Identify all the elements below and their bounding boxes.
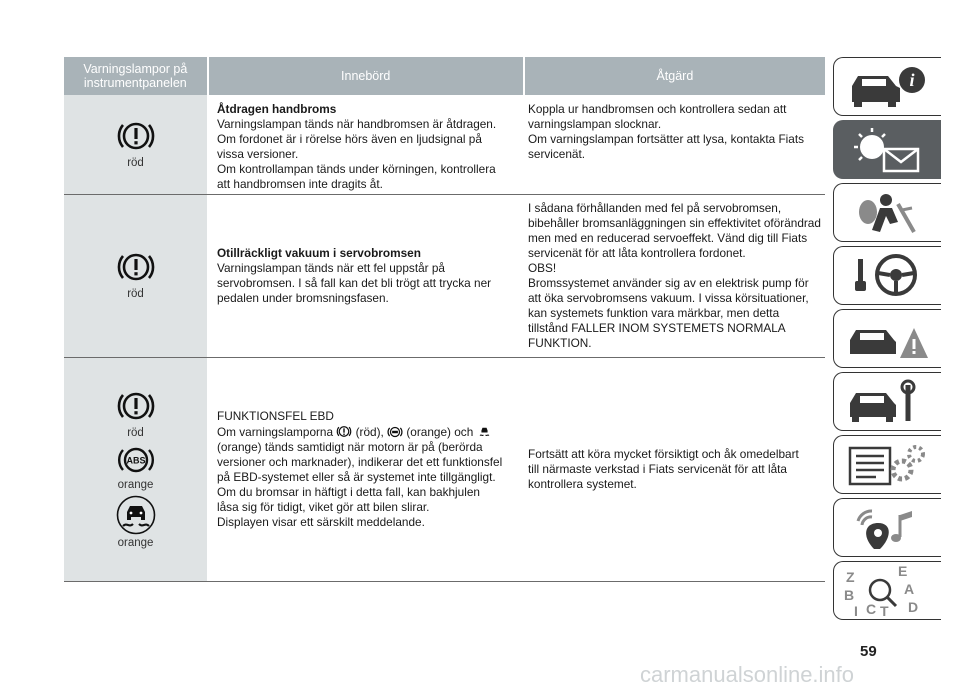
brake-warning-icon <box>117 248 155 286</box>
action-line: att öka servobromsens vakuum. I vissa körsituationer, <box>528 291 809 305</box>
nav-tab-maintenance[interactable] <box>833 372 941 431</box>
lamp-color-label: röd <box>127 156 144 169</box>
index-letter: Z <box>846 569 855 585</box>
action-line: servicenät. <box>528 147 586 161</box>
meaning-line: servobromsen. I så fall kan det bli trögt att trycka ner <box>217 276 492 290</box>
action-line: Bromssystemet använder sig av en elektrisk pump för <box>528 276 809 290</box>
meaning-heading: Åtdragen handbroms <box>217 102 337 116</box>
index-icon <box>840 566 936 616</box>
meaning-cell <box>207 95 524 194</box>
technical-data-icon <box>840 440 936 490</box>
index-letter: E <box>898 566 908 579</box>
chapter-nav <box>833 57 941 624</box>
meaning-line: Displayen visar ett särskilt meddelande. <box>217 515 425 529</box>
lamp-color-label: orange <box>117 536 154 549</box>
action-line: Om varningslampan fortsätter att lysa, kontakta Fiats <box>528 132 805 146</box>
warning-lights-icon <box>840 125 936 175</box>
abs-warning-icon <box>387 425 403 439</box>
meaning-cell <box>207 358 524 581</box>
index-letter: B <box>844 587 855 603</box>
lamp-cell <box>64 95 207 194</box>
meaning-line: Om fordonet är i rörelse hörs även en ljudsignal på <box>217 132 482 146</box>
lamp-cell <box>64 195 207 357</box>
action-cell <box>524 358 825 581</box>
index-letter: A <box>904 581 915 597</box>
meaning-red: (röd), <box>355 425 384 439</box>
action-line: servicenät för att låta kontrollera fordonet. <box>528 246 746 260</box>
lamp-cell <box>64 358 207 581</box>
nav-tab-warning-lights[interactable] <box>833 120 941 179</box>
car-info-icon <box>840 62 936 112</box>
action-cell <box>524 95 825 194</box>
meaning-line: att handbromsen inte dragits åt. <box>217 177 383 191</box>
airbag-safety-icon <box>840 188 936 238</box>
nav-tab-emergency[interactable] <box>833 309 941 368</box>
header-meaning: Innebörd <box>209 57 523 95</box>
action-line: Fortsätt att köra mycket försiktigt och åk omedelbart <box>528 447 799 461</box>
svg-text:i: i <box>909 70 915 90</box>
nav-tab-starting-driving[interactable] <box>833 246 941 305</box>
car-maintenance-icon <box>840 377 936 427</box>
action-line: kontrollera systemet. <box>528 477 637 491</box>
header-action: Åtgärd <box>525 57 825 95</box>
meaning-cell <box>207 195 524 357</box>
brake-warning-icon <box>117 117 155 155</box>
meaning-line: på EBD-systemet eller så är systemet inte tillgängligt. <box>217 470 496 484</box>
warning-lights-table <box>64 57 825 582</box>
action-line: till närmaste verkstad i Fiats servicenät för att låta <box>528 462 787 476</box>
page-number: 59 <box>860 643 877 660</box>
lamp-color-label: orange <box>117 478 154 491</box>
table-row <box>64 358 825 582</box>
action-line: men med en reducerad servoeffekt. Vänd dig till Fiats <box>528 231 808 245</box>
index-letter: T <box>880 603 889 616</box>
action-line: Koppla ur handbromsen och kontrollera sedan att <box>528 102 787 116</box>
action-line: FUNKTION. <box>528 336 592 350</box>
meaning-line: pedalen under bromsningsfasen. <box>217 291 389 305</box>
table-row <box>64 195 825 358</box>
brake-warning-icon <box>336 424 352 439</box>
index-letter: D <box>908 599 919 615</box>
nav-tab-car-info[interactable] <box>833 57 941 116</box>
meaning-line: Om du bromsar in häftigt i detta fall, kan bakhjulen <box>217 485 480 499</box>
action-cell <box>524 195 825 357</box>
abs-text: ABS <box>125 455 146 465</box>
stability-control-icon <box>477 424 492 439</box>
meaning-line: låsa sig för tidigt, viket gör att bilen slirar. <box>217 500 430 514</box>
brake-warning-icon <box>117 387 155 425</box>
meaning-heading: Otillräckligt vakuum i servobromsen <box>217 246 421 260</box>
lamp-color-label: röd <box>127 288 144 300</box>
stability-control-icon <box>114 495 158 535</box>
meaning-line: (orange) tänds samtidigt när motorn är på (berörda <box>217 440 483 454</box>
multimedia-icon <box>840 503 936 553</box>
nav-tab-multimedia[interactable] <box>833 498 941 557</box>
action-line: kan systemets funktion vara märkbar, men detta <box>528 306 780 320</box>
table-header <box>64 57 825 95</box>
nav-tab-safety[interactable] <box>833 183 941 242</box>
meaning-line: vissa versioner. <box>217 147 299 161</box>
table-row <box>64 95 825 195</box>
meaning-line: Om kontrollampan tänds under körningen, kontrollera <box>217 162 496 176</box>
watermark: carmanualsonline.info <box>640 662 855 687</box>
steering-start-icon <box>840 251 936 301</box>
meaning-intro: Om varningslamporna <box>217 425 334 439</box>
nav-tab-index[interactable] <box>833 561 941 620</box>
header-lamp: Varningslampor på instrumentpanelen <box>64 57 207 95</box>
action-line: I sådana förhållanden med fel på servobromsen, <box>528 201 782 215</box>
index-letter: C <box>866 601 877 616</box>
meaning-heading: FUNKTIONSFEL EBD <box>217 409 334 423</box>
action-line: tillstånd FALLER INOM SYSTEMETS NORMALA <box>528 321 786 335</box>
meaning-line: versioner och marknader), indikerar det ett funktionsfel <box>217 455 503 469</box>
action-line: bibehåller bromsanläggningen sin effektivitet oförändrad <box>528 216 821 230</box>
meaning-line: Varningslampan tänds när ett fel uppstår på <box>217 261 445 275</box>
index-letter: I <box>854 603 858 616</box>
car-emergency-icon <box>840 314 936 364</box>
action-line: varningslampan slocknar. <box>528 117 662 131</box>
meaning-inline-line <box>217 424 518 440</box>
lamp-color-label: röd <box>127 426 144 439</box>
abs-warning-icon <box>117 443 155 477</box>
meaning-line: Varningslampan tänds när handbromsen är åtdragen. <box>217 117 497 131</box>
action-line: OBS! <box>528 261 557 275</box>
meaning-orange: (orange) och <box>406 425 474 439</box>
nav-tab-technical-data[interactable] <box>833 435 941 494</box>
